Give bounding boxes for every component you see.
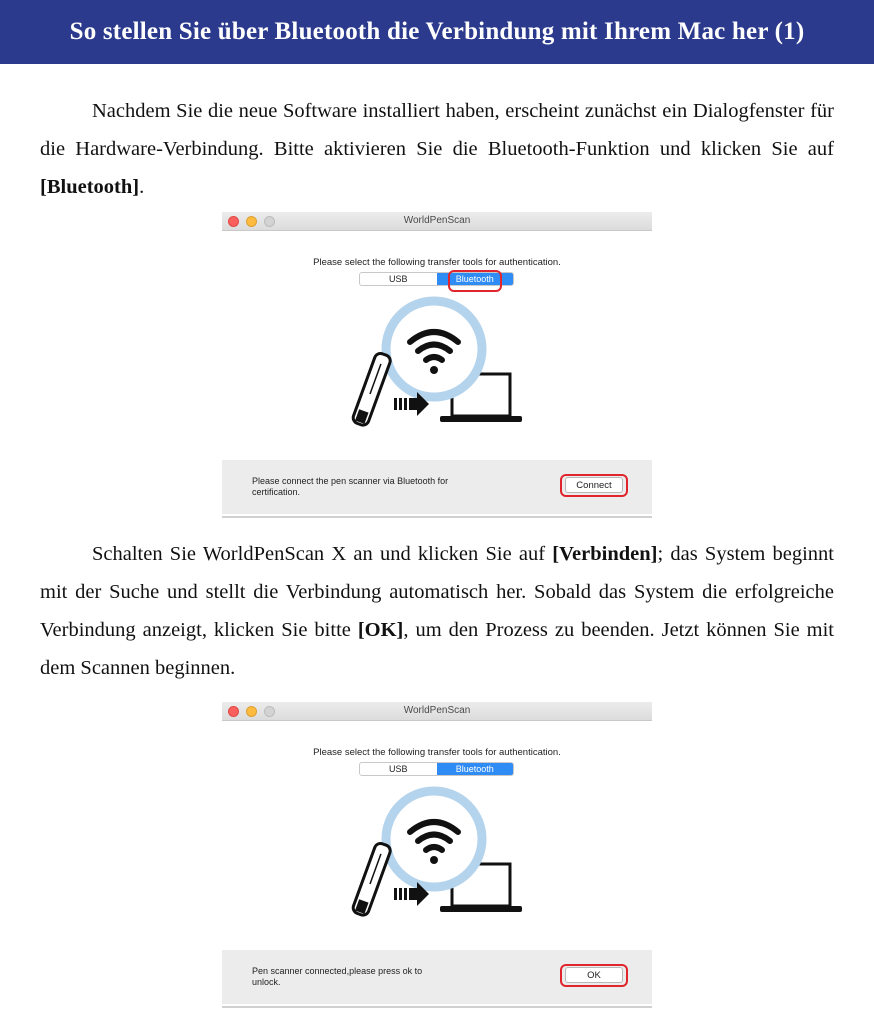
ok-button[interactable]: OK: [565, 967, 623, 983]
window-title: WorldPenScan: [403, 215, 471, 226]
window-title: WorldPenScan: [403, 705, 471, 716]
connect-paragraph: [40, 535, 834, 687]
intro-paragraph: [40, 92, 834, 206]
bluetooth-tab[interactable]: Bluetooth: [437, 763, 514, 775]
window-edge: [222, 516, 652, 518]
connect-bold-verbinden: [Verbinden]: [552, 543, 658, 565]
pen-scanner-icon: [352, 842, 392, 917]
wifi-circle-icon: [386, 791, 482, 887]
mac-window-connect: [222, 212, 652, 518]
window-footer: [222, 950, 652, 1004]
mac-window-connected: [222, 702, 652, 1008]
connect-highlight: [560, 474, 628, 497]
connect-text-after: , um den Prozess zu beenden. Jetzt können Sie mit dem Scannen beginnen.: [40, 619, 834, 679]
page-title: So stellen Sie über Bluetooth die Verbindung mit Ihrem Mac her (1): [69, 18, 805, 45]
transfer-prompt: Please select the following transfer tools for authentication.: [313, 747, 561, 758]
bluetooth-highlight: [448, 270, 502, 292]
transfer-prompt: Please select the following transfer tools for authentication.: [313, 257, 561, 268]
ok-highlight: [560, 964, 628, 987]
intro-bold-bluetooth: [Bluetooth]: [40, 176, 140, 198]
status-message: Pen scanner connected,please press ok to unlock.: [252, 966, 423, 987]
connect-button[interactable]: Connect: [565, 477, 623, 493]
pen-scanner-icon: [352, 352, 392, 427]
intro-text-before: Nachdem Sie die neue Software installiert haben, erscheint zunächst ein Dialogfenster für die Hardware-Verbindung. Bitte aktivieren Sie die Bluetooth-Funktion und klicken Sie auf: [40, 100, 834, 160]
transfer-segmented-control: [359, 762, 514, 776]
connect-text-middle: ; das System beginnt mit der Suche und stellt die Verbindung automatisch her. Sobald das System die erfolgreiche Verbindung anzeigt, klicken Sie bitte: [40, 543, 834, 641]
usb-tab[interactable]: USB: [388, 274, 408, 284]
window-titlebar: [222, 702, 652, 721]
connect-text-before: Schalten Sie WorldPenScan X an und klicken Sie auf: [92, 543, 553, 565]
window-edge: [222, 1006, 652, 1008]
bluetooth-tab[interactable]: Bluetooth: [437, 273, 514, 285]
usb-tab[interactable]: USB: [388, 764, 408, 774]
connect-bold-ok: [OK]: [357, 619, 404, 641]
pen-to-laptop-illustration: [342, 294, 532, 444]
wifi-circle-icon: [386, 301, 482, 397]
window-titlebar: [222, 212, 652, 231]
window-footer: [222, 460, 652, 514]
page-header: [0, 0, 874, 64]
status-message: Please connect the pen scanner via Bluetooth for certification.: [252, 476, 449, 497]
pen-to-laptop-illustration: [342, 784, 532, 934]
intro-text-after: .: [139, 176, 145, 198]
